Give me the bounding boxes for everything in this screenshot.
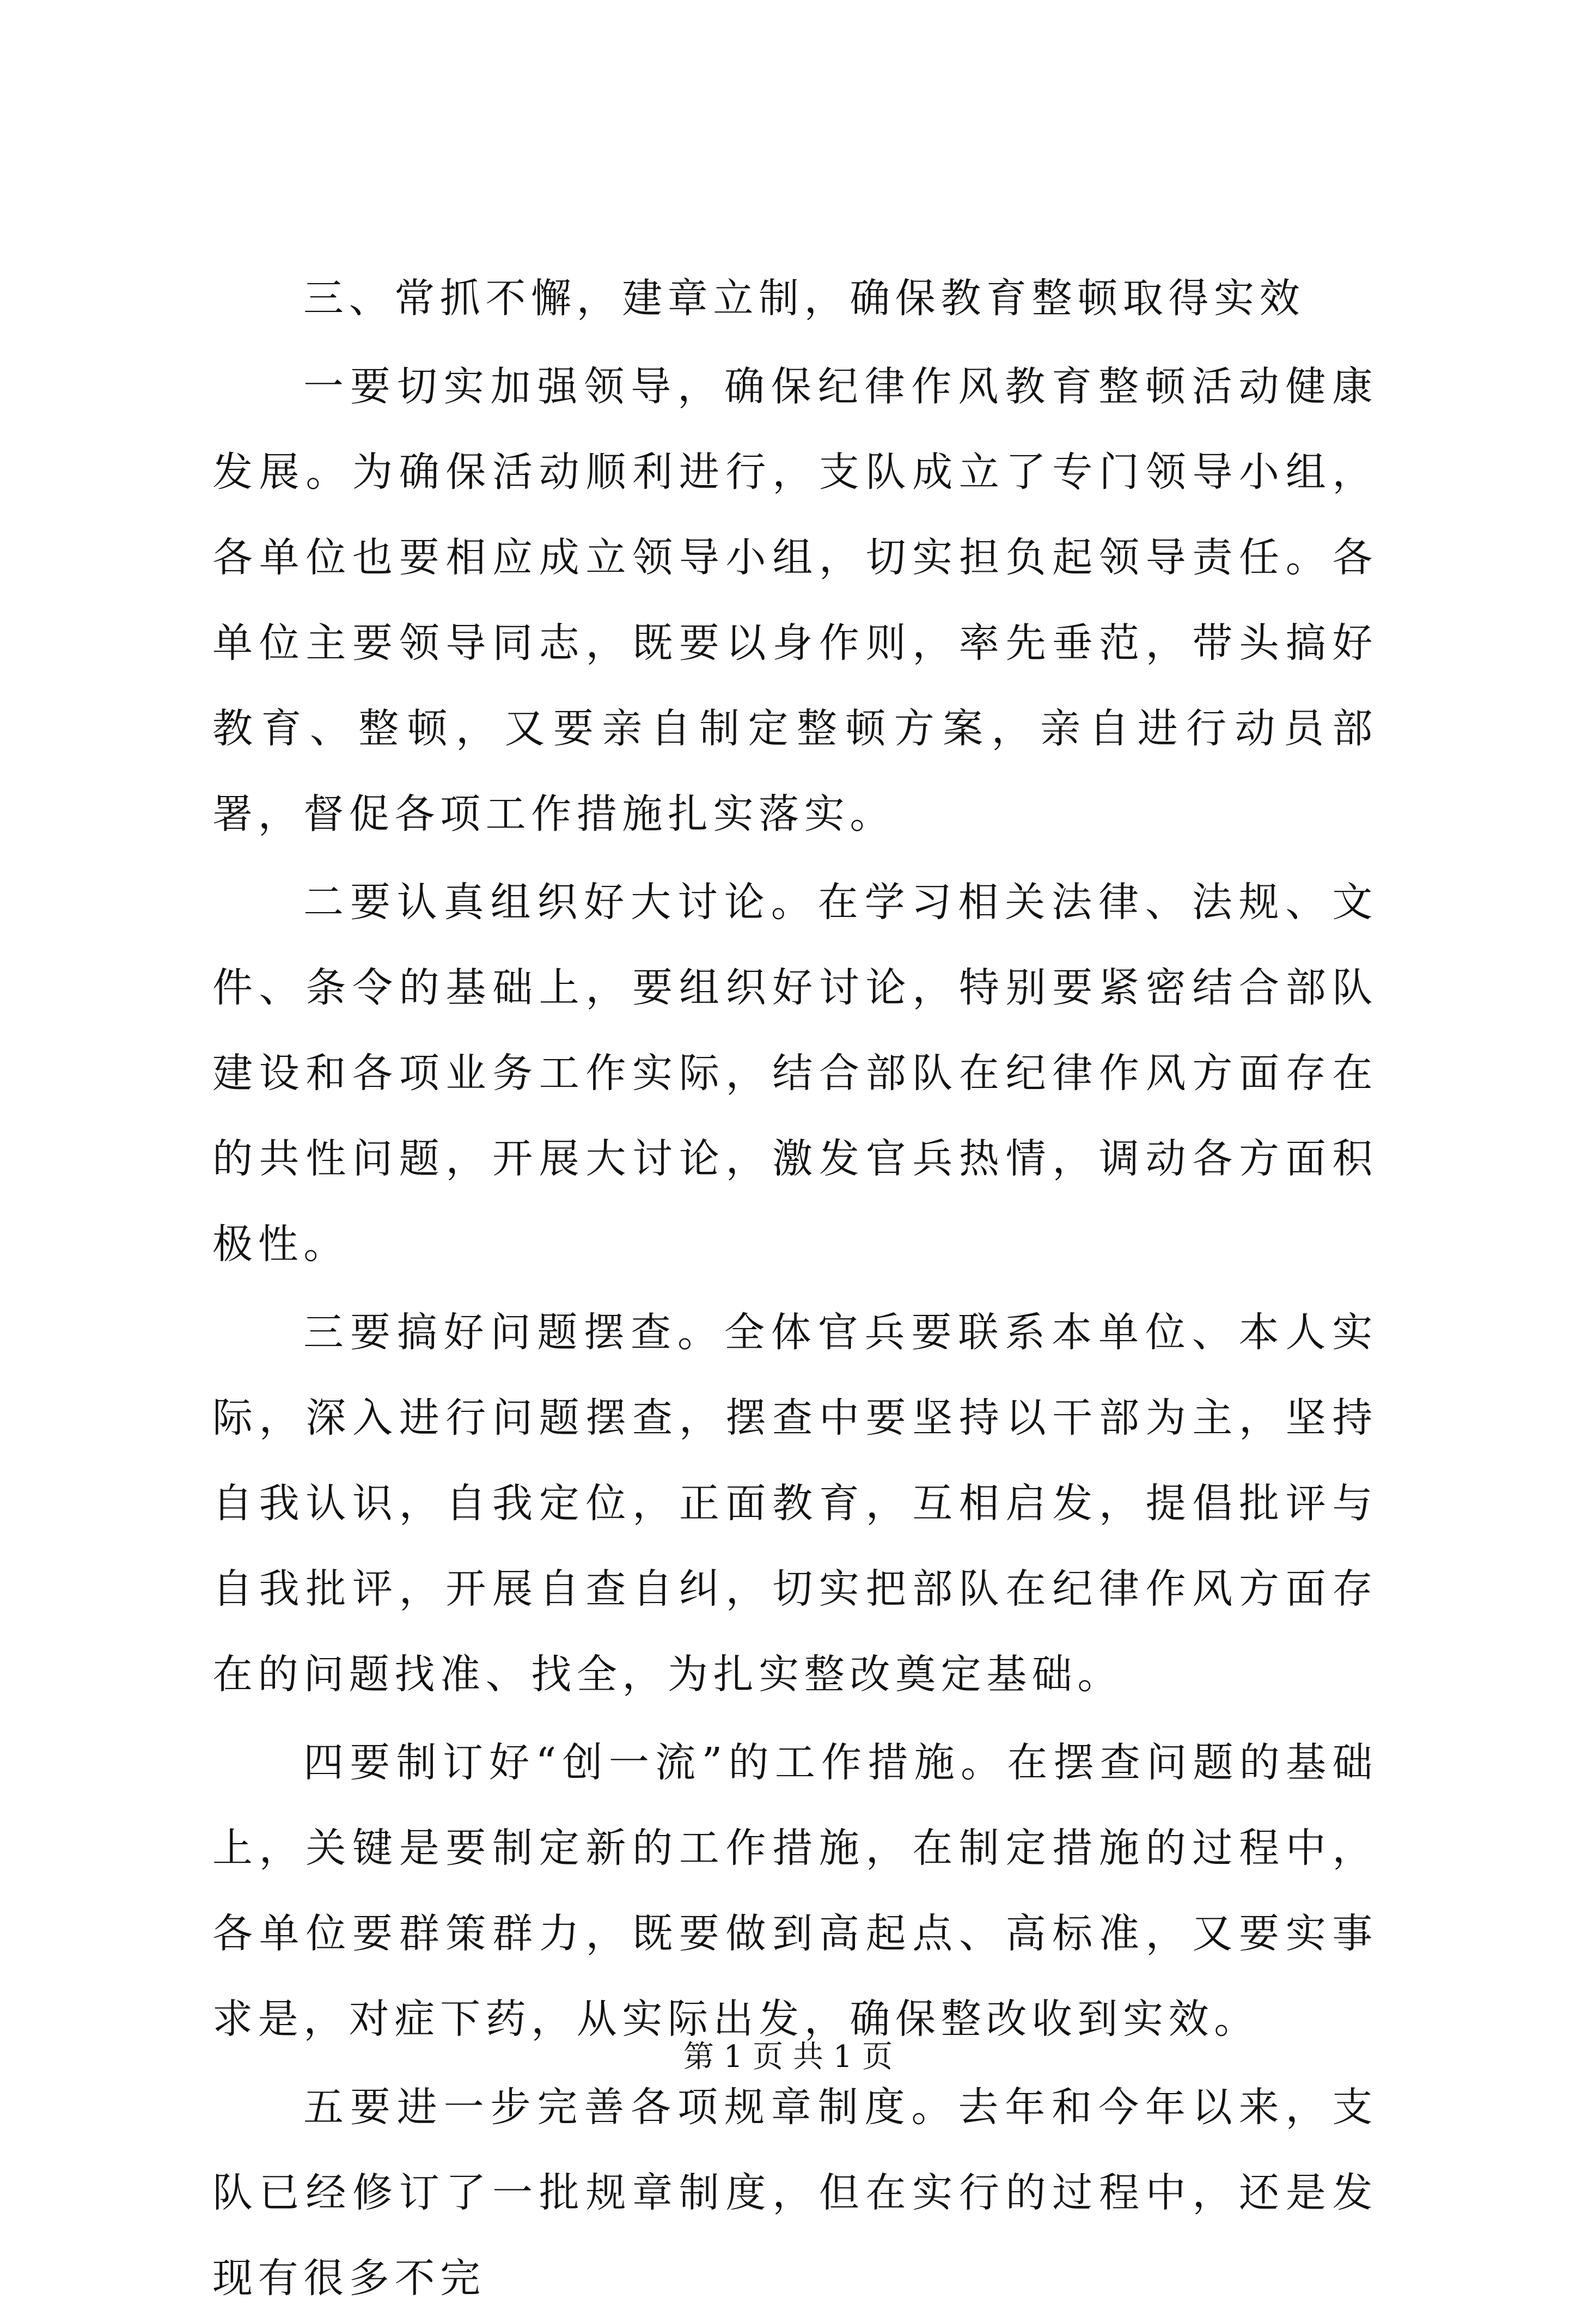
paragraph-2: 二要认真组织好大讨论。在学习相关法律、法规、文件、条令的基础上，要组织好讨论，特别要紧密结合部队建设和各项业务工作实际，结合部队在纪律作风方面存在的共性问题，开展大讨论，激发官兵热情，调动各方面积极性。 bbox=[212, 879, 1378, 1268]
section-heading: 三、常抓不懈，建章立制，确保教育整顿取得实效 bbox=[303, 275, 1305, 322]
paragraph-5: 五要进一步完善各项规章制度。去年和今年以来，支队已经修订了一批规章制度，但在实行的过程中，还是发现有很多不完 bbox=[212, 2084, 1378, 2302]
paragraph-3: 三要搞好问题摆查。全体官兵要联系本单位、本人实际，深入进行问题摆查，摆查中要坚持以干部为主，坚持自我认识，自我定位，正面教育，互相启发，提倡批评与自我批评，开展自查自纠，切实把部队在纪律作风方面存在的问题找准、找全，为扎实整改奠定基础。 bbox=[212, 1309, 1378, 1698]
page-footer: 第 1 页 共 1 页 bbox=[683, 2039, 893, 2075]
document-body bbox=[212, 256, 1378, 2324]
paragraph-1: 一要切实加强领导，确保纪律作风教育整顿活动健康发展。为确保活动顺利进行，支队成立了专门领导小组，各单位也要相应成立领导小组，切实担负起领导责任。各单位主要领导同志，既要以身作则，率先垂范，带头搞好教育、整顿，又要亲自制定整顿方案，亲自进行动员部署，督促各项工作措施扎实落实。 bbox=[212, 363, 1378, 837]
paragraph-4: 四要制订好“创一流”的工作措施。在摆查问题的基础上，关键是要制定新的工作措施，在制定措施的过程中，各单位要群策群力，既要做到高起点、高标准，又要实事求是，对症下药，从实际出发，确保整改收到实效。 bbox=[212, 1739, 1378, 2042]
